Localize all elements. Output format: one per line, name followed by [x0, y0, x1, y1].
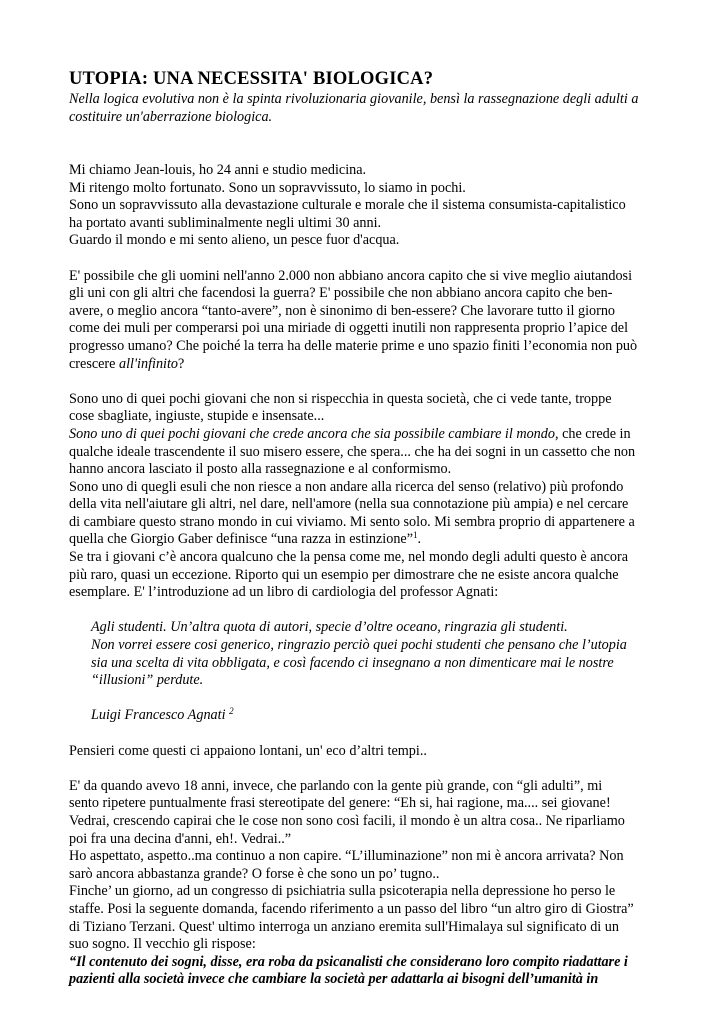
text-line	[69, 531, 659, 549]
text-line: sento ripetere puntualmente frasi stereotipate del genere: “Eh si, hai ragione, ma.... sei giovane!	[69, 795, 611, 812]
document-subtitle	[69, 90, 659, 126]
text-line: Sono un sopravvissuto alla devastazione culturale e morale che il sistema consumista-capitalistico	[69, 197, 626, 214]
text-line: hanno ancora lasciato il posto alla rassegnazione e al conformismo.	[69, 461, 452, 478]
text-line: avere, o meglio ancora “tanto-avere”, non è sinonimo di ben-essere? Che lavorare tutto il giorno	[69, 302, 616, 319]
quote-author	[69, 707, 659, 725]
text-line: Ho aspettato, aspetto..ma continuo a non capire. “L’illuminazione” non mi è ancora arrivata? Non	[69, 848, 624, 865]
text-line: cose sbagliate, ingiuste, stupide e insensate...	[69, 408, 325, 425]
quote-line: Non vorrei essere cosi generico, ringrazio perciò quei pochi studenti che pensano che l’utopia	[91, 637, 627, 654]
document-body	[69, 68, 659, 989]
text-line: ha portato avanti subliminalmente negli ultimi 30 anni.	[69, 214, 382, 231]
text-line: Pensieri come questi ci appaiono lontani, un' eco d’altri tempi..	[69, 742, 427, 759]
quote-line: “illusioni” perdute.	[91, 672, 204, 689]
text-line: Sono uno di quegli esuli che non riesce a non andare alla ricerca del senso (relativo) più profondo	[69, 478, 624, 495]
text-line: di Tiziano Terzani. Quest' ultimo interroga un anziano eremita sull'Himalaya sul significato di un	[69, 918, 619, 935]
quote-line: Agli studenti. Un’altra quota di autori, specie d’oltre oceano, ringrazia gli studenti.	[91, 619, 568, 636]
text-line: poi fra una decina d'anni, eh!. Vedrai..”	[69, 830, 292, 847]
italic-fragment: Sono uno di quei pochi giovani che crede ancora che sia possibile cambiare il mondo,	[69, 425, 559, 442]
text-fragment: .	[417, 531, 422, 548]
quote-line: pazienti alla società invece che cambiare la società per adattarla ai bisogni dell’umanità in	[69, 971, 599, 988]
text-line: Vedrai, crescendo capirai che le cose non sono così facili, il mondo è un altra cosa.. Ne riparliamo	[69, 812, 625, 829]
text-line: progresso umano? Che poiché la terra ha delle materie prime e uno spazio finiti l’economia non può	[69, 337, 638, 354]
italic-fragment: all'infinito	[119, 355, 179, 372]
text-line	[69, 356, 659, 374]
document-title: UTOPIA: UNA NECESSITA' BIOLOGICA?	[69, 69, 434, 89]
text-fragment: quella che Giorgio Gaber definisce “una razza in estinzione”	[69, 531, 414, 548]
paragraph-adults	[69, 778, 659, 989]
text-line: esemplare. E' l’introduzione ad un libro di cardiologia del professor Agnati:	[69, 584, 499, 601]
paragraph-young-people	[69, 391, 659, 602]
text-line: più raro, quasi un eccezione. Riporto qui un esempio per dimostrare che ne esiste ancora qualche	[69, 566, 619, 583]
text-line: Mi chiamo Jean-louis, ho 24 anni e studio medicina.	[69, 162, 367, 178]
text-line: Se tra i giovani c’è ancora qualcuno che la pensa come me, nel mondo degli adulti questo è ancora	[69, 549, 629, 566]
text-fragment: ?	[178, 355, 185, 372]
footnote-marker: 2	[229, 706, 234, 717]
paragraph-consumerism	[69, 268, 659, 374]
text-line: gli uni con gli altri che facendosi la guerra? E' possibile che non abbiano ancora capito che ben-	[69, 285, 613, 302]
text-line: della vita nell'aiutare gli altri, nel dare, nell'amore (nella sua connotazione più ampia) e nel cercare	[69, 496, 629, 513]
text-line	[69, 426, 659, 444]
text-line: sarò ancora abbastanza grande? O forse è che sono un po’ tugno..	[69, 865, 440, 882]
footnote-marker: 1	[413, 530, 418, 541]
text-line: Finche’ un giorno, ad un congresso di psichiatria sulla psicoterapia nella depressione ho perso le	[69, 883, 616, 900]
text-line: di cambiare questo strano mondo in cui viviamo. Mi sento solo. Mi sembra proprio di appartenere a	[69, 513, 635, 530]
author-name: Luigi Francesco Agnati	[91, 707, 230, 724]
subtitle-line: Nella logica evolutiva non è la spinta rivoluzionaria giovanile, bensì la rassegnazione degli adulti a	[69, 91, 639, 107]
text-line: Guardo il mondo e mi sento alieno, un pesce fuor d'acqua.	[69, 232, 400, 249]
text-line: suo sogno. Il vecchio gli rispose:	[69, 936, 256, 953]
text-fragment: crescere	[69, 355, 120, 372]
paragraph-thoughts	[69, 743, 659, 761]
blockquote-agnati	[69, 619, 659, 689]
text-fragment: che crede in	[558, 425, 631, 442]
text-line: qualche ideale trascendente il suo misero essere, che spera... che ha dei sogni in un cassetto che non	[69, 443, 636, 460]
subtitle-line: costituire un'aberrazione biologica.	[69, 109, 273, 125]
text-line: staffe. Posi la seguente domanda, facendo riferimento a un passo del libro “un altro giro di Giostra”	[69, 900, 634, 917]
quote-line: “Il contenuto dei sogni, disse, era roba da psicanalisti che considerano loro compito riadattare i	[69, 953, 628, 970]
text-line: Mi ritengo molto fortunato. Sono un sopravvissuto, lo siamo in pochi.	[69, 179, 466, 196]
quote-line: sia una scelta di vita obbligata, e così facendo ci insegnano a non dimenticare mai le nostre	[91, 654, 614, 671]
text-line: come dei muli per comperarsi poi una miriade di oggetti inutili non rappresenta proprio l’apice del	[69, 320, 629, 337]
text-line: Sono uno di quei pochi giovani che non si rispecchia in questa società, che ci vede tante, troppe	[69, 390, 612, 407]
text-line: E' da quando avevo 18 anni, invece, che parlando con la gente più grande, con “gli adulti”, mi	[69, 777, 603, 794]
author-line	[91, 707, 659, 725]
text-line: E' possibile che gli uomini nell'anno 2.000 non abbiano ancora capito che si vive meglio aiutandosi	[69, 267, 633, 284]
paragraph-intro	[69, 162, 659, 250]
